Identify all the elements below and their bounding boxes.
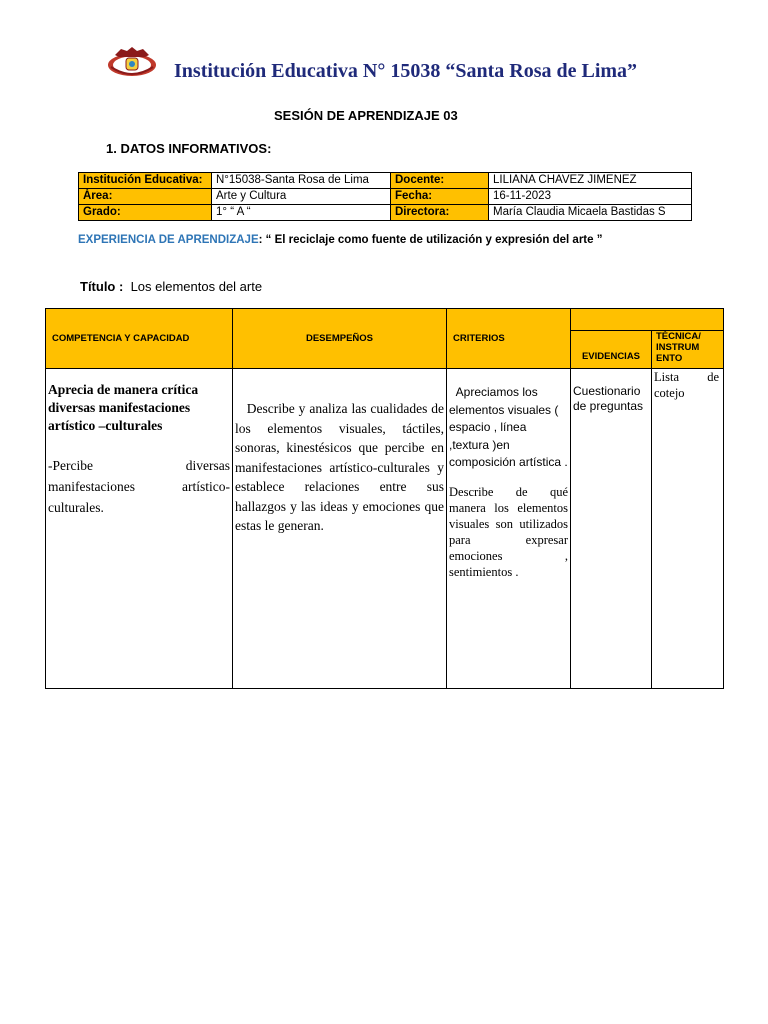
- desempeno-cell: [233, 369, 447, 689]
- grado-label: Grado:: [79, 205, 212, 221]
- directora-value: María Claudia Micaela Bastidas S: [489, 205, 692, 221]
- docente-value: LILIANA CHAVEZ JIMENEZ: [489, 173, 692, 189]
- tecnica-line-1: Lista de: [654, 370, 719, 384]
- institucion-label: Institución Educativa:: [79, 173, 212, 189]
- area-label: Área:: [79, 189, 212, 205]
- header-tecnica-2: INSTRUM: [656, 342, 700, 353]
- info-row-area: [79, 189, 692, 205]
- header-tecnica-3: ENTO: [656, 353, 683, 364]
- desempeno-body: Describe y analiza las cualidades de los elementos visuales, táctiles, sonoras, kinestésicos que percibe en manifestaciones artístico-culturales y establece relaciones entre sus hallazgos y las ideas y emociones que estas le generan.: [235, 401, 445, 533]
- content-row: [46, 369, 724, 689]
- criterio-2: Describe de qué manera los elementos visuales son utilizados para expresar emociones , sentimientos .: [449, 484, 568, 579]
- header-blank: [571, 309, 724, 331]
- desempeno-text: [235, 399, 444, 536]
- titulo-line: [80, 279, 262, 294]
- evidencia-text: Cuestionario de preguntas: [573, 384, 644, 413]
- docente-label: Docente:: [391, 173, 489, 189]
- experience-line: [78, 234, 602, 246]
- criterios-cell: [447, 369, 571, 689]
- header-desempenos: DESEMPEÑOS: [233, 309, 447, 369]
- competencia-title: Aprecia de manera crítica diversas manifestaciones artístico –culturales: [48, 382, 199, 433]
- header-criterios: CRITERIOS: [447, 309, 571, 369]
- institucion-value: N°15038-Santa Rosa de Lima: [212, 173, 391, 189]
- info-row-grado: [79, 205, 692, 221]
- criterio-1-text: Apreciamos los elementos visuales ( espacio , línea ,textura )en composición artística .: [449, 385, 568, 469]
- header-evidencias: EVIDENCIAS: [571, 331, 652, 369]
- session-title: SESIÓN DE APRENDIZAJE 03: [274, 108, 458, 123]
- evidencias-cell: [571, 369, 652, 689]
- header-competencia: COMPETENCIA Y CAPACIDAD: [46, 309, 233, 369]
- competencia-cell: [46, 369, 233, 689]
- criterio-1: [449, 384, 568, 472]
- titulo-label: Título :: [80, 279, 124, 294]
- tecnica-cell: [652, 369, 724, 689]
- grado-value: 1° “ A “: [212, 205, 391, 221]
- section-heading: 1. DATOS INFORMATIVOS:: [106, 141, 272, 156]
- school-crest-icon: [107, 45, 157, 79]
- titulo-value: Los elementos del arte: [130, 279, 263, 294]
- directora-label: Directora:: [391, 205, 489, 221]
- session-table: [45, 308, 724, 689]
- school-title: Institución Educativa N° 15038 “Santa Rosa de Lima”: [174, 60, 638, 82]
- capacidad-end: culturales.: [48, 500, 104, 515]
- tecnica-line-2: cotejo: [654, 386, 685, 400]
- header-row-top: [46, 309, 724, 331]
- info-table: [78, 172, 692, 221]
- experience-text: : “ El reciclaje como fuente de utilización y expresión del arte ”: [258, 234, 603, 246]
- capacidad-line: -Percibe diversas manifestaciones artístico-: [48, 458, 230, 494]
- area-value: Arte y Cultura: [212, 189, 391, 205]
- header-tecnica-1: TÉCNICA/: [656, 331, 701, 342]
- experience-label: EXPERIENCIA DE APRENDIZAJE: [78, 234, 259, 246]
- header-tecnica: [652, 331, 724, 369]
- fecha-value: 16-11-2023: [489, 189, 692, 205]
- info-row-institucion: [79, 173, 692, 189]
- fecha-label: Fecha:: [391, 189, 489, 205]
